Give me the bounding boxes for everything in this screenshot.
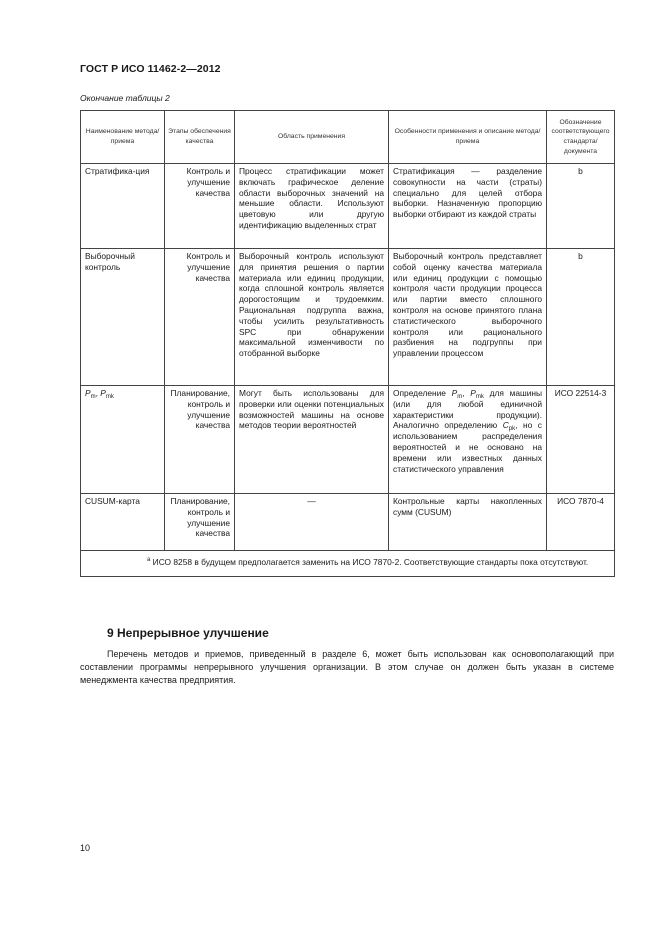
- table-footnote-row: [81, 551, 615, 577]
- cell-stage: Планирование, контроль и улучшение качества: [165, 386, 235, 494]
- column-header-method: Наименование метода/приема: [81, 111, 165, 164]
- symbol-separator: ,: [462, 388, 471, 398]
- cell-features: Контрольные карты накопленных сумм (CUSUM): [389, 494, 547, 551]
- subscript-m: m: [90, 394, 96, 400]
- column-header-stage: Этапы обеспечения качества: [165, 111, 235, 164]
- column-header-features: Особенности применения и описание метода/приема: [389, 111, 547, 164]
- symbol-c: C: [502, 420, 509, 431]
- column-header-standard: Обозначение соответствующего стандарта/документа: [547, 111, 615, 164]
- footnote-text: ИСО 8258 в будущем предполагается заменить на ИСО 7870-2. Соответствующие стандарты пока отсутствуют.: [150, 557, 589, 567]
- column-header-scope: Область применения: [235, 111, 389, 164]
- table-row: [81, 164, 615, 249]
- cell-scope: Процесс стратификации может включать графическое деление области выборочных значений на меньшие области. Используют цветовую или другую идентификацию выделенных страт: [235, 164, 389, 249]
- symbol-p: P: [470, 388, 476, 398]
- cell-features: Выборочный контроль представляет собой оценку качества материала или единиц продукции с помощью контроля части продукции процесса или партии вместо сплошного контроля на основе принятого плана статистического выборочного контроля или рационального разбиения на подгруппы при управлении процессом: [389, 249, 547, 386]
- features-text: Определение: [393, 388, 452, 398]
- features-text: для машины (или для любой единичной характеристики продукции). Аналогично определению: [393, 388, 543, 431]
- subscript-pk: pk: [508, 426, 516, 433]
- subscript-mk: mk: [105, 394, 114, 400]
- document-header: ГОСТ Р ИСО 11462-2—2012: [80, 63, 221, 75]
- footnote-mark: a: [147, 557, 151, 564]
- section-paragraph: Перечень методов и приемов, приведенный в разделе 6, может быть использован как основополагающий при составлении программы непрерывного улучшения организации. В этом случае он должен быть указан в системе менеджмента качества предприятия.: [80, 649, 614, 685]
- table-footnote: [81, 551, 615, 577]
- cell-standard: b: [547, 164, 615, 249]
- features-text: , но с использованием распределения вероятностей и не основано на времени или известных данных статистического управления: [393, 420, 542, 474]
- subscript-m: m: [457, 394, 463, 400]
- cell-stage: Планирование, контроль и улучшение качества: [165, 494, 235, 551]
- table-row: [81, 249, 615, 386]
- cell-method-name: Выборочный контроль: [81, 249, 165, 386]
- cell-standard: ИСО 7870-4: [547, 494, 615, 551]
- table-caption: Окончание таблицы 2: [80, 93, 170, 103]
- cell-method-name: Стратифика-ция: [81, 164, 165, 249]
- table-row: [81, 386, 615, 494]
- table-header-row: [81, 111, 615, 164]
- cell-standard: b: [547, 249, 615, 386]
- cell-standard: ИСО 22514-3: [547, 386, 615, 494]
- symbol-p: P: [451, 388, 458, 398]
- table-row: [81, 494, 615, 551]
- cell-features: [389, 386, 547, 494]
- cell-method-name: [81, 386, 165, 494]
- cell-scope: Выборочный контроль используют для принятия решения о партии материала или единиц продукции, когда сплошной контроль является дорогостоящим и трудоемким. Рациональная подгруппа важна, чтобы усилить результативность SPC при обнаружении максимальной изменчивости по отобранной выборке: [235, 249, 389, 386]
- symbol-separator: ,: [95, 388, 101, 398]
- symbol-p: P: [85, 388, 91, 398]
- cell-scope: —: [235, 494, 389, 551]
- cell-stage: Контроль и улучшение качества: [165, 164, 235, 249]
- section-heading: 9 Непрерывное улучшение: [107, 626, 269, 640]
- cell-stage: Контроль и улучшение качества: [165, 249, 235, 386]
- cell-features: Стратификация — разделение совокупности на части (страты) специально для целей отбора выборки. Назначенную пропорцию выборки отбирают из каждой страты: [389, 164, 547, 249]
- methods-table: [80, 110, 615, 577]
- cell-method-name: CUSUM-карта: [81, 494, 165, 551]
- subscript-mk: mk: [475, 394, 484, 400]
- cell-scope: Могут быть использованы для проверки или оценки потенциальных возможностей машины на основе методов теории вероятностей: [235, 386, 389, 494]
- symbol-p: P: [100, 388, 106, 398]
- page-number: 10: [80, 843, 91, 853]
